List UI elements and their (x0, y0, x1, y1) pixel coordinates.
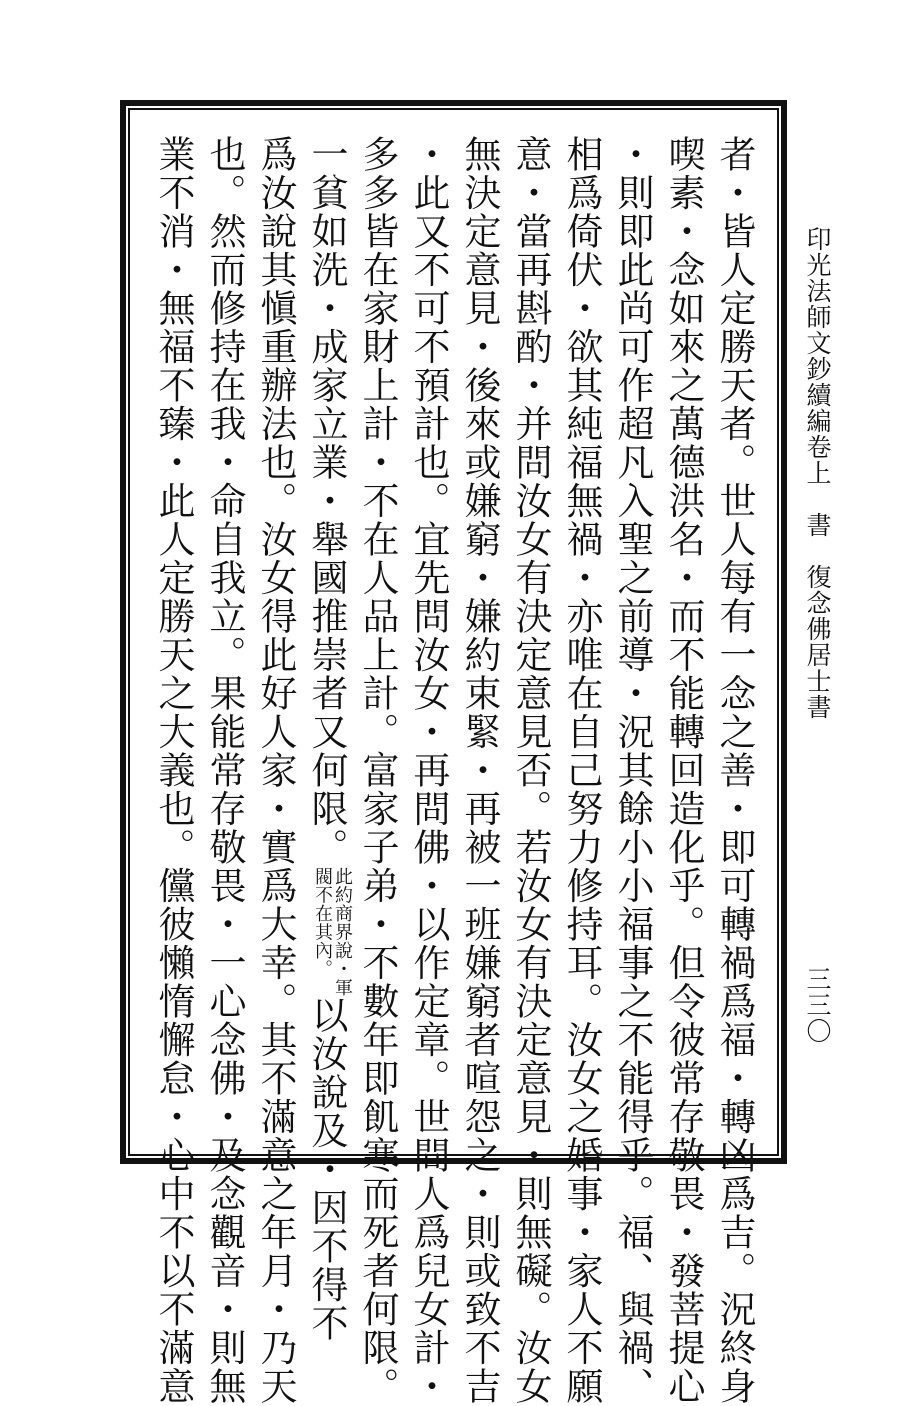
letter-title: 復念佛居士書 (803, 564, 832, 720)
text-column-with-note (301, 135, 353, 1343)
text-column: ・此又不可不預計也。宜先問汝女・再問佛・以作定章。世間人爲兒女計・ (407, 135, 450, 1406)
page-number: 三三〇 (803, 966, 832, 1044)
text-column: 者・皆人定勝天者。世人每有一念之善・即可轉禍爲福・轉凶爲吉。況終身 (713, 135, 756, 1406)
note-line: 此約商界說・軍 (332, 866, 353, 996)
running-header (802, 226, 832, 720)
text-column: 意・當再斟酌・并問汝女有決定意見否。若汝女有決定意見・則無礙。汝女 (509, 135, 552, 1406)
text-column: 爲汝說其愼重辦法也。汝女得此好人家・實爲大幸。其不滿意之年月・乃天 (254, 135, 297, 1406)
text-column: 也。然而修持在我・命自我立。果能常存敬畏・一心念佛・及念觀音・則無 (203, 135, 246, 1406)
section-label: 書 (803, 512, 832, 538)
text-column: 相爲倚伏・欲其純福無禍・亦唯在自己努力修持耳。汝女之婚事・家人不願 (560, 135, 603, 1406)
text-column: 無決定意見・後來或嫌窮・嫌約束緊・再被一班嫌窮者喧怨之・則或致不吉 (458, 135, 501, 1406)
text-column: 多多皆在家財上計・不在人品上計。富家子弟・不數年即飢寒而死者何限。 (356, 135, 399, 1406)
note-line: 閥不在其內。 (312, 866, 333, 978)
interlinear-note (312, 867, 352, 997)
text-column: 業不消・無福不臻・此人定勝天之大義也。儻彼懶惰懈怠・心中不以不滿意 (152, 135, 195, 1406)
text-column: ・則即此尚可作超凡入聖之前導・況其餘小小福事之不能得乎。福、與禍、 (611, 135, 654, 1406)
body-text (148, 135, 760, 1406)
text-segment: 一貧如洗・成家立業・舉國推崇者又何限。 (305, 135, 348, 867)
book-title: 印光法師文鈔續編卷上 (803, 226, 832, 486)
text-segment: 以汝說及・因不得不 (305, 996, 348, 1343)
text-column: 喫素・念如來之萬德洪名・而不能轉回造化乎。但令彼常存敬畏・發菩提心 (662, 135, 705, 1406)
